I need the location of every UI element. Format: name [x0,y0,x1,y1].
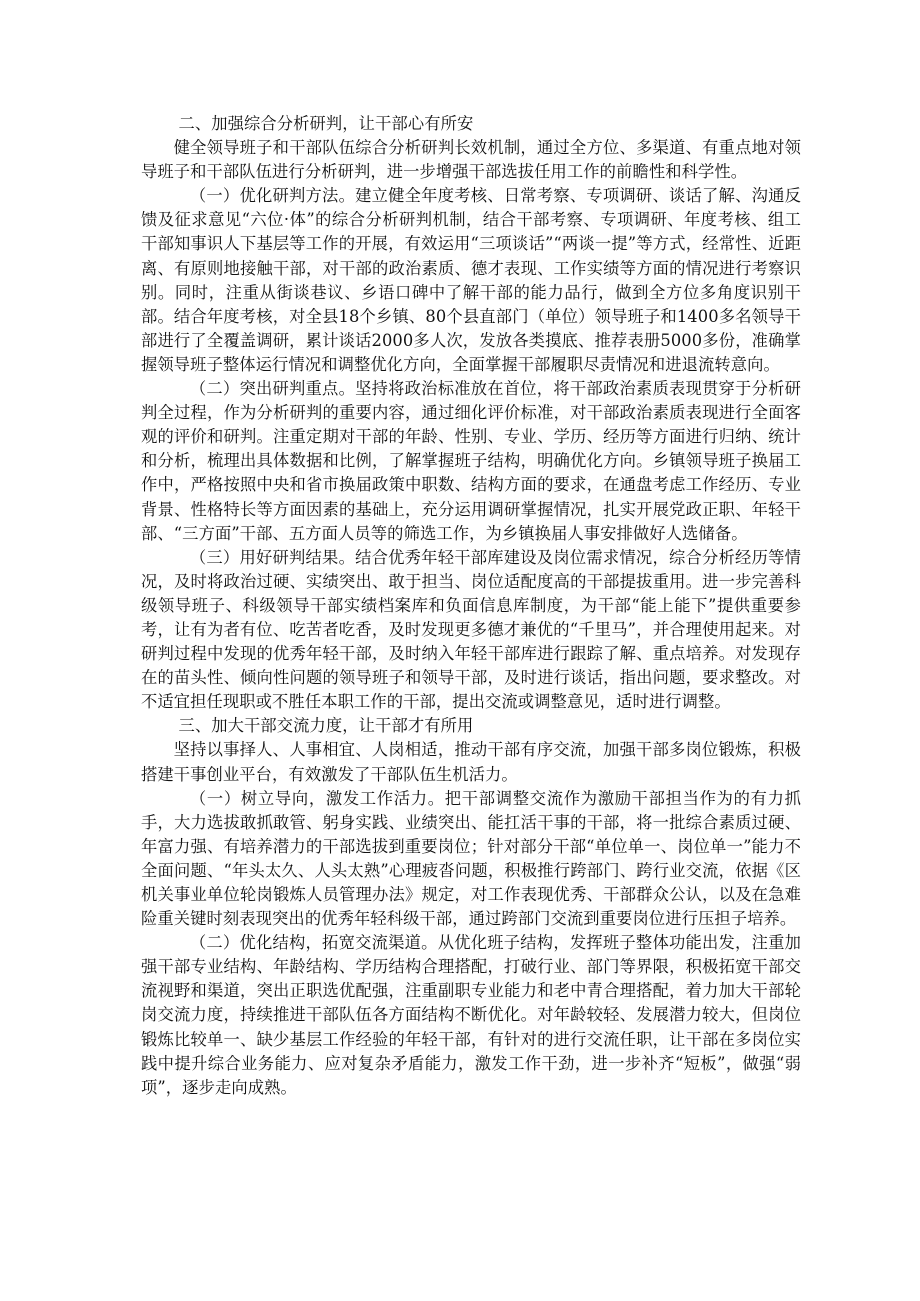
section-heading-2: 二、加强综合分析研判，让干部心有所安 [178,114,474,133]
section-3-1-paragraph: （一）树立导向，激发工作活力。把干部调整交流作为激励干部担当作为的有力抓手，大力选拔敢抓敢管、躬身实践、业绩突出、能扛活干事的干部，将一批综合素质过硬、年富力强、有培养潜力的干部选拔到重要岗位；针对部分干部“单位单一、岗位单一”能力不全面问题、“年头太久、人头太熟”心理疲沓问题，积极推行跨部门、跨行业交流，依据《区机关事业单位轮岗锻炼人员管理办法》规定，对工作表现优秀、干部群众公认，以及在急难险重关键时刻表现突出的优秀年轻科级干部，通过跨部门交流到重要岗位进行压担子培养。 [141,788,801,929]
document-body [141,112,801,1100]
section-2-2-paragraph: （二）突出研判重点。坚持将政治标准放在首位，将干部政治素质表现贯穿于分析研判全过程，作为分析研判的重要内容，通过细化评价标准，对干部政治素质表现进行全面客观的评价和研判。注重定期对干部的年龄、性别、专业、学历、经历等方面进行归纳、统计和分析，梳理出具体数据和比例，了解掌握班子结构，明确优化方向。乡镇领导班子换届工作中，严格按照中央和省市换届政策中职数、结构方面的要求，在通盘考虑工作经历、专业背景、性格特长等方面因素的基础上，充分运用调研掌握情况，扎实开展党政正职、年轻干部、“三方面”干部、五方面人员等的筛选工作，为乡镇换届人事安排做好人选储备。 [141,379,801,543]
section-2-1-paragraph: （一）优化研判方法。建立健全年度考核、日常考察、专项调研、谈话了解、沟通反馈及征求意见“六位·体”的综合分析研判机制，结合干部考察、专项调研、年度考核、组工干部知事识人下基层等工作的开展，有效运用“三项谈话”“两谈一提”等方式，经常性、近距离、有原则地接触干部，对干部的政治素质、德才表现、工作实绩等方面的情况进行考察识别。同时，注重从街谈巷议、乡语口碑中了解干部的能力品行，做到全方位多角度识别干部。结合年度考核，对全县18个乡镇、80个县直部门（单位）领导班子和1400多名领导干部进行了全覆盖调研，累计谈话2000多人次，发放各类摸底、推荐表册5000多份，准确掌握领导班子整体运行情况和调整优化方向，全面掌握干部履职尽责情况和进退流转意向。 [141,186,801,374]
section-3-intro-paragraph: 坚持以事择人、人事相宜、人岗相适，推动干部有序交流，加强干部多岗位锻炼，积极搭建干事创业平台，有效激发了干部队伍生机活力。 [141,740,801,784]
section-2-3-paragraph: （三）用好研判结果。结合优秀年轻干部库建设及岗位需求情况，综合分析经历等情况，及时将政治过硬、实绩突出、敢于担当、岗位适配度高的干部提拔重用。进一步完善科级领导班子、科级领导干部实绩档案库和负面信息库制度，为干部“能上能下”提供重要参考，让有为者有位、吃苦者吃香，及时发现更多德才兼优的“千里马”，并合理使用起来。对研判过程中发现的优秀年轻干部，及时纳入年轻干部库进行跟踪了解、重点培养。对发现存在的苗头性、倾向性问题的领导班子和领导干部，及时进行谈话，指出问题，要求整改。对不适宜担任现职或不胜任本职工作的干部，提出交流或调整意见，适时进行调整。 [141,547,801,712]
section-heading-3: 三、加大干部交流力度，让干部才有所用 [178,716,474,736]
section-3-2-paragraph: （二）优化结构，拓宽交流渠道。从优化班子结构，发挥班子整体功能出发，注重加强干部专业结构、年龄结构、学历结构合理搭配，打破行业、部门等界限，积极拓宽干部交流视野和渠道，突出正职选优配强，注重副职专业能力和老中青合理搭配，着力加大干部轮岗交流力度，持续推进干部队伍各方面结构不断优化。对年龄较轻、发展潜力较大，但岗位锻炼比较单一、缺少基层工作经验的年轻干部，有针对的进行交流任职，让干部在多岗位实践中提升综合业务能力、应对复杂矛盾能力，激发工作干劲，进一步补齐“短板”，做强“弱项”，逐步走向成熟。 [141,933,801,1097]
section-2-intro-paragraph: 健全领导班子和干部队伍综合分析研判长效机制，通过全方位、多渠道、有重点地对领导班子和干部队伍进行分析研判，进一步增强干部选拔任用工作的前瞻性和科学性。 [141,138,801,182]
